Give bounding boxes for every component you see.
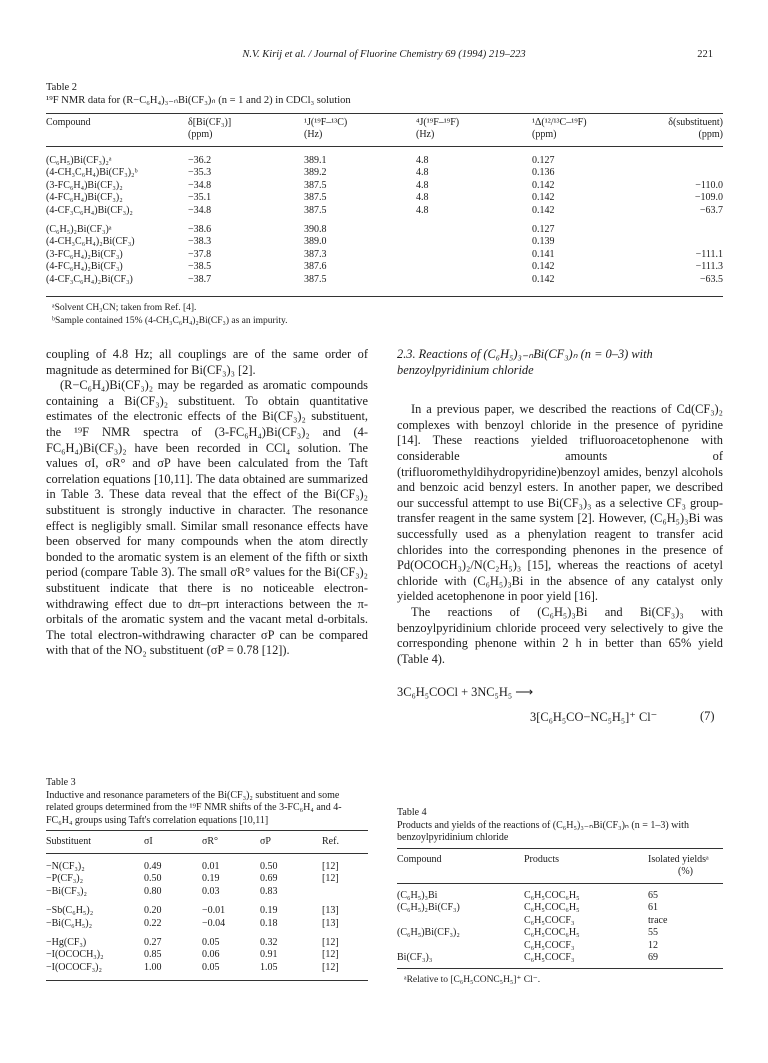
table-row: (4-CH₃C₆H₄)₂Bi(CF₃) −38.3 389.0 0.139 [46, 236, 555, 248]
table3-body [46, 861, 368, 974]
table-row: −I(OCOCH₃)₂ 0.85 0.06 0.91 [12] [46, 949, 339, 961]
table-row: (4-FC₆H₄)Bi(CF₃)₂ −35.1 387.5 4.8 0.142 −109.0 [46, 192, 723, 204]
equation-line2: 3[C₆H₅CO−NC₅H₅]⁺ Cl⁻ [530, 710, 658, 724]
table2-top-rule [46, 113, 723, 114]
table2-header-substituent: δ(substituent) [668, 117, 723, 128]
table2-header-1j: ¹J(¹⁹F–¹³C) [304, 117, 348, 128]
equation-number: (7) [700, 709, 715, 723]
table3-header-ref: Ref. [322, 836, 339, 847]
table2-header-row [46, 117, 723, 129]
paragraph: coupling of 4.8 Hz; all couplings are of the same order of magnitude as determined for Bi(CF₃)₃ [2]. [46, 347, 368, 377]
table-row: C₆H₅COCF₃ 12 [524, 939, 658, 951]
table2-group2 [46, 224, 723, 286]
table3-header-row [46, 836, 368, 848]
table-row: −Sb(C₆H₅)₂ 0.20 −0.01 0.19 [13] [46, 905, 339, 917]
table3-caption: Inductive and resonance parameters of the Bi(CF₃)₂ substituent and some related groups determined from the ¹⁹F NMR shifts of the 3-FC₆H₄ and 4-FC₆H₄ groups using Taft's correlation equations [10,11] [46, 790, 342, 826]
table3-header-sigma-p: σP [260, 836, 271, 847]
table2-footnote-a: ᵃSolvent CH₃CN; taken from Ref. [4]. [52, 303, 197, 313]
table2-header-shift: δ[Bi(CF₃)] [188, 117, 232, 128]
table-row: (4-FC₆H₄)₂Bi(CF₃) −38.5 387.6 0.142 −111.3 [46, 261, 723, 273]
table-row: −Hg(CF₃) 0.27 0.05 0.32 [12] [46, 937, 339, 949]
table-row: C₆H₅COCF₃ trace [524, 914, 668, 926]
table-row: (4-CF₃C₆H₄)₂Bi(CF₃) −38.7 387.5 0.142 −63.5 [46, 273, 723, 285]
table4-header-products: Products [524, 854, 559, 865]
table3-top-rule [46, 830, 368, 831]
table-row: (C₆H₅)Bi(CF₃)₂ C₆H₅COC₆H₅ 55 [397, 927, 658, 939]
table2-unit: (ppm) [188, 129, 213, 141]
paragraph: The reactions of (C₆H₅)₃Bi and Bi(CF₃)₃ with benzoylpyridinium chloride proceed very selectively to give the corresponding phenone within 2 h in better than 65% yield (Table 4). [397, 604, 723, 666]
table4-header-compound: Compound [397, 854, 442, 865]
table2-unit: (Hz) [416, 129, 435, 141]
table2-body [46, 155, 723, 286]
table2-footnote-b: ᵇSample contained 15% (4-CH₃C₆H₄)₂Bi(CF₃) as an impurity. [52, 316, 288, 326]
table2-unit: (ppm) [698, 129, 723, 141]
table-row: (C₆H₅)₂Bi(CF₃) C₆H₅COC₆H₅ 61 [397, 902, 658, 914]
table-row: (3-FC₆H₄)Bi(CF₃)₂ −34.8 387.5 4.8 0.142 −110.0 [46, 179, 723, 191]
table2-group1 [46, 155, 723, 217]
left-column-text [46, 347, 368, 659]
paragraph: In a previous paper, we described the reactions of Cd(CF₃)₂ complexes with benzoyl chloride in the presence of pyridine [14]. These reactions yielded trifluoroacetophenone with considerable amounts of (trifluoromethyldihydropyridine)benzoyl amides, benzyl alcohols and benzoic acid benzyl esters. In another paper, we described our successful attempt to use Bi(CF₃)₃ as a selective CF₃ group-transfer reagent in the same system [2]. However, (C₆H₅)₃Bi was successfully used as a phenylation reagent to transfer acid chlorides into the corresponding phenones in the presence of Pd(OCOCH₃)₂/N(C₂H₅)₃ [15], whereas the reactions of acetyl chloride with (C₆H₅)₃Bi in the absence of any catalyst only yielded acetophenone in poor yield [16]. [397, 402, 723, 604]
table-row: Bi(CF₃)₃ C₆H₅COCF₃ 69 [397, 952, 658, 964]
table3-label: Table 3 [46, 777, 76, 788]
table3-header-rule [46, 853, 368, 854]
table4-header [397, 854, 723, 879]
table4-footnote: ᵃRelative to [C₆H₅CONC₅H₅]⁺ Cl⁻. [404, 975, 541, 985]
table2-grid [46, 117, 723, 142]
table4-top-rule [397, 848, 723, 849]
table4-header-yields: Isolated yieldsᵃ [648, 854, 709, 865]
table3-header [46, 836, 368, 848]
table4-bottom-rule [397, 968, 723, 969]
table2-unit: (ppm) [532, 129, 557, 141]
table-row: (C₆H₅)₃Bi C₆H₅COC₆H₅ 65 [397, 890, 658, 901]
table-row: (4-CF₃C₆H₄)Bi(CF₃)₂ −34.8 387.5 4.8 0.142 −63.7 [46, 204, 723, 216]
table2-header-delta: ¹Δ(¹²/¹³C–¹⁹F) [532, 117, 587, 128]
table4-header-yields-unit: (%) [678, 866, 693, 878]
table-row: −Bi(C₆H₅)₂ 0.22 −0.04 0.18 [13] [46, 917, 339, 929]
table2-header-rule [46, 146, 723, 147]
table-row: (C₆H₅)Bi(CF₃)₂ᵃ −36.2 389.1 4.8 0.127 [46, 155, 555, 166]
table4-body [397, 890, 723, 964]
table-row: −I(OCOCF₃)₂ 1.00 0.05 1.05 [12] [46, 961, 339, 973]
right-column-text [397, 347, 723, 667]
table2-header-units-row [46, 129, 723, 141]
running-title: N.V. Kirij et al. / Journal of Fluorine Chemistry 69 (1994) 219–223 [242, 49, 526, 60]
table-row: −P(CF₃)₂ 0.50 0.19 0.69 [12] [46, 873, 339, 885]
table2 [46, 117, 723, 142]
page-number: 221 [697, 49, 713, 60]
table2-caption: ¹⁹F NMR data for (R−C₆H₄)₃₋ₙBi(CF₃)ₙ (n = 1 and 2) in CDCl₃ solution [46, 95, 351, 106]
table-row: (C₆H₅)₂Bi(CF₃)ᵃ −38.6 390.8 0.127 [46, 224, 555, 236]
section-title: 2.3. Reactions of (C₆H₅)₃₋ₙBi(CF₃)ₙ (n = 0–3) with benzoylpyridinium chloride [397, 347, 653, 377]
table-row: (4-CH₃C₆H₄)Bi(CF₃)₂ᵇ −35.3 389.2 4.8 0.136 [46, 167, 555, 179]
table2-header-compound: Compound [46, 117, 91, 128]
table3-header-sigma-r: σR° [202, 836, 219, 847]
table3-bottom-rule [46, 980, 368, 981]
table3-header-substituent: Substituent [46, 836, 92, 847]
table-row: −N(CF₃)₂ 0.49 0.01 0.50 [12] [46, 861, 339, 872]
table4-header-row [397, 854, 723, 866]
table2-bottom-rule [46, 296, 723, 297]
table2-unit: (Hz) [304, 129, 323, 141]
table-row: (3-FC₆H₄)₂Bi(CF₃) −37.8 387.3 0.141 −111.1 [46, 248, 723, 260]
table3-header-sigma-i: σI [144, 836, 153, 847]
paragraph: (R−C₆H₄)Bi(CF₃)₂ may be regarded as aromatic compounds containing a Bi(CF₃)₂ substituent. To obtain quantitative estimates of the electronic effects of the Bi(CF₃)₂ substituent, the ¹⁹F NMR spectra of (3-FC₆H₄)Bi(CF₃)₂ and (4-FC₆H₄)Bi(CF₃)₂ have been recorded in CCl₄ solution. The values σI, σR° and σP have been calculated from the Taft correlation equations [10,11]. The data obtained are summarized in Table 3. These data reveal that the effect of the Bi(CF₃)₂ substituent is strongly inductive in character. The resonance effect is negligibly small. Similar small resonance effects have been observed for many compounds when the atom directly bonded to the aromatic system is an element of the fifth or sixth period (compare Table 3). The small σR° values for the Bi(CF₃)₂ substituent indicate that there is no noticeable electron-withdrawing effect due to dπ–pπ interactions between the π-orbitals of the aromatic system and the vacant metal d-orbitals. The total electron-withdrawing character σP can be compared with that of the NO₂ substituent (σP = 0.78 [12]). [46, 378, 368, 658]
table4-caption: Products and yields of the reactions of (C₆H₅)₃₋ₙBi(CF₃)ₙ (n = 1–3) with benzoylpyridinium chloride [397, 820, 689, 844]
table4-label: Table 4 [397, 807, 427, 818]
table-row: −Bi(CF₃)₂ 0.80 0.03 0.83 [46, 885, 278, 897]
table2-header-4j: ⁴J(¹⁹F–¹⁹F) [416, 117, 460, 128]
table2-label: Table 2 [46, 82, 78, 93]
table4-header-rule [397, 883, 723, 884]
equation-line1: 3C₆H₅COCl + 3NC₅H₅ ⟶ [397, 685, 534, 699]
